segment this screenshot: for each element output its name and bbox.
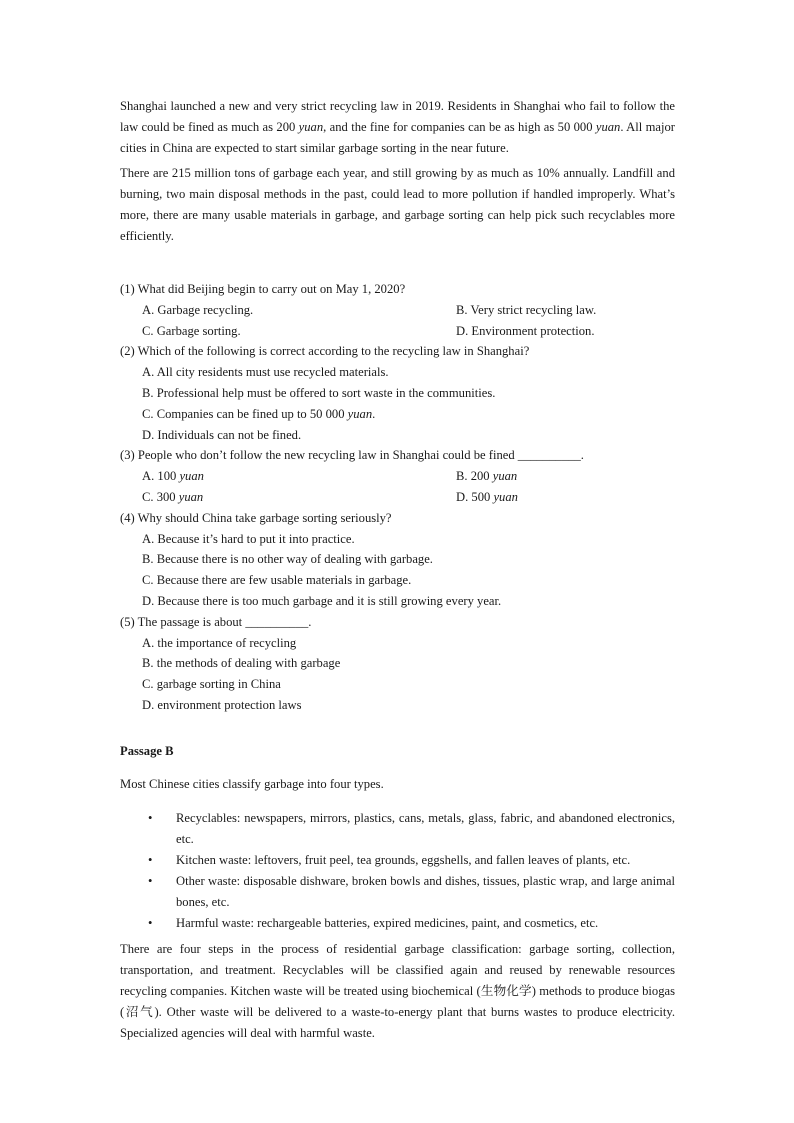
question-5-option-d: D. environment protection laws <box>142 697 302 712</box>
text-run: C. 300 <box>142 489 179 504</box>
passage-a-paragraph-2: There are 215 million tons of garbage each year, and still growing by as much as 10% annually. Landfill and burning, two main disposal methods in the past, could lead to more pollution if handled improperly. What’s more, there are many usable materials in garbage, and garbage sorting can help pick such recyclables more efficiently. <box>120 166 675 243</box>
question-4-option-a: A. Because it’s hard to put it into practice. <box>142 531 355 546</box>
passage-a-paragraph-1 <box>120 96 675 159</box>
text-run: A. 100 <box>142 469 180 484</box>
question-5-stem: (5) The passage is about __________. <box>120 614 312 629</box>
list-item-text: Recyclables: newspapers, mirrors, plastics, cans, metals, glass, fabric, and abandoned electronics, etc. <box>176 810 675 846</box>
text-run: Shanghai launched a new and very strict recycling law in 2019. Residents in Shanghai who fail to follow the law could be fined as much as 200 <box>120 99 675 134</box>
question-1-options-row-1 <box>120 300 675 321</box>
question-3-option-a <box>120 466 456 487</box>
bullet-icon: • <box>148 873 153 888</box>
list-item <box>120 871 675 913</box>
list-item-text: Kitchen waste: leftovers, fruit peel, tea grounds, eggshells, and fallen leaves of plants, etc. <box>176 852 631 867</box>
text-run-italic: yuan <box>493 489 518 504</box>
text-run: D. 500 <box>456 489 494 504</box>
document-page <box>120 96 675 1057</box>
question-3-options-row-2 <box>120 487 675 508</box>
question-4-stem: (4) Why should China take garbage sorting seriously? <box>120 510 392 525</box>
list-item <box>120 850 675 871</box>
text-run-italic: yuan <box>492 469 518 484</box>
question-2-option-d: D. Individuals can not be fined. <box>142 427 302 442</box>
question-4-option-b: B. Because there is no other way of dealing with garbage. <box>142 552 433 567</box>
question-3-stem: (3) People who don’t follow the new recycling law in Shanghai could be fined __________. <box>120 448 584 463</box>
question-3-option-b <box>456 466 517 487</box>
list-item <box>120 913 675 934</box>
question-list <box>120 279 675 716</box>
question-1-option-b: B. Very strict recycling law. <box>456 302 597 317</box>
text-run-italic: yuan <box>347 406 373 421</box>
waste-type-list <box>120 808 675 934</box>
question-1-option-d: D. Environment protection. <box>456 323 595 338</box>
text-run-italic: yuan <box>298 120 324 134</box>
question-2-stem: (2) Which of the following is correct according to the recycling law in Shanghai? <box>120 344 530 359</box>
text-run-italic: yuan <box>179 469 204 484</box>
question-2-option-a: A. All city residents must use recycled materials. <box>142 365 389 380</box>
list-item <box>120 808 675 850</box>
question-1-option-a: A. Garbage recycling. <box>142 302 254 317</box>
text-run: B. 200 <box>456 469 493 484</box>
question-2-option-b: B. Professional help must be offered to sort waste in the communities. <box>142 385 496 400</box>
text-run-italic: yuan <box>595 120 621 134</box>
text-run: . All major cities in China are expected to start similar garbage sorting in the near future. <box>120 120 675 155</box>
question-2-option-c <box>120 404 675 425</box>
question-5-option-b: B. the methods of dealing with garbage <box>142 656 341 671</box>
text-run: , and the fine for companies can be as high as 50 000 <box>323 120 596 134</box>
question-1-option-c: C. Garbage sorting. <box>142 323 241 338</box>
passage-b-intro: Most Chinese cities classify garbage into four types. <box>120 777 384 792</box>
text-run: . <box>372 406 376 421</box>
passage-b-closing-paragraph: There are four steps in the process of residential garbage classification: garbage sorting, collection, transportation, and treatment. Recyclables will be classified again and reused by renewable resources recycling companies. Kitchen waste will be treated using biochemical (生物化学) methods to produce biogas (沼气). Other waste will be delivered to a waste-to-energy plant that burns wastes to produce electricity. Specialized agencies will deal with harmful waste. <box>120 941 675 1040</box>
list-item-text: Harmful waste: rechargeable batteries, expired medicines, paint, and cosmetics, etc. <box>176 915 599 930</box>
text-run-italic: yuan <box>178 489 204 504</box>
question-3-option-c <box>120 487 456 508</box>
bullet-icon: • <box>148 810 153 825</box>
question-4-option-c: C. Because there are few usable materials in garbage. <box>142 573 412 588</box>
bullet-icon: • <box>148 915 153 930</box>
question-3-option-d <box>456 487 518 508</box>
question-5-option-c: C. garbage sorting in China <box>142 677 281 692</box>
list-item-text: Other waste: disposable dishware, broken bowls and dishes, tissues, plastic wrap, and large animal bones, etc. <box>176 873 675 909</box>
bullet-icon: • <box>148 852 153 867</box>
question-5-option-a: A. the importance of recycling <box>142 635 297 650</box>
text-run: C. Companies can be fined up to 50 000 <box>142 406 348 421</box>
question-3-options-row-1 <box>120 466 675 487</box>
question-4-option-d: D. Because there is too much garbage and it is still growing every year. <box>142 593 502 608</box>
question-1-options-row-2 <box>120 321 675 342</box>
question-1-stem: (1) What did Beijing begin to carry out on May 1, 2020? <box>120 282 406 296</box>
passage-b-title: Passage B <box>120 743 174 758</box>
